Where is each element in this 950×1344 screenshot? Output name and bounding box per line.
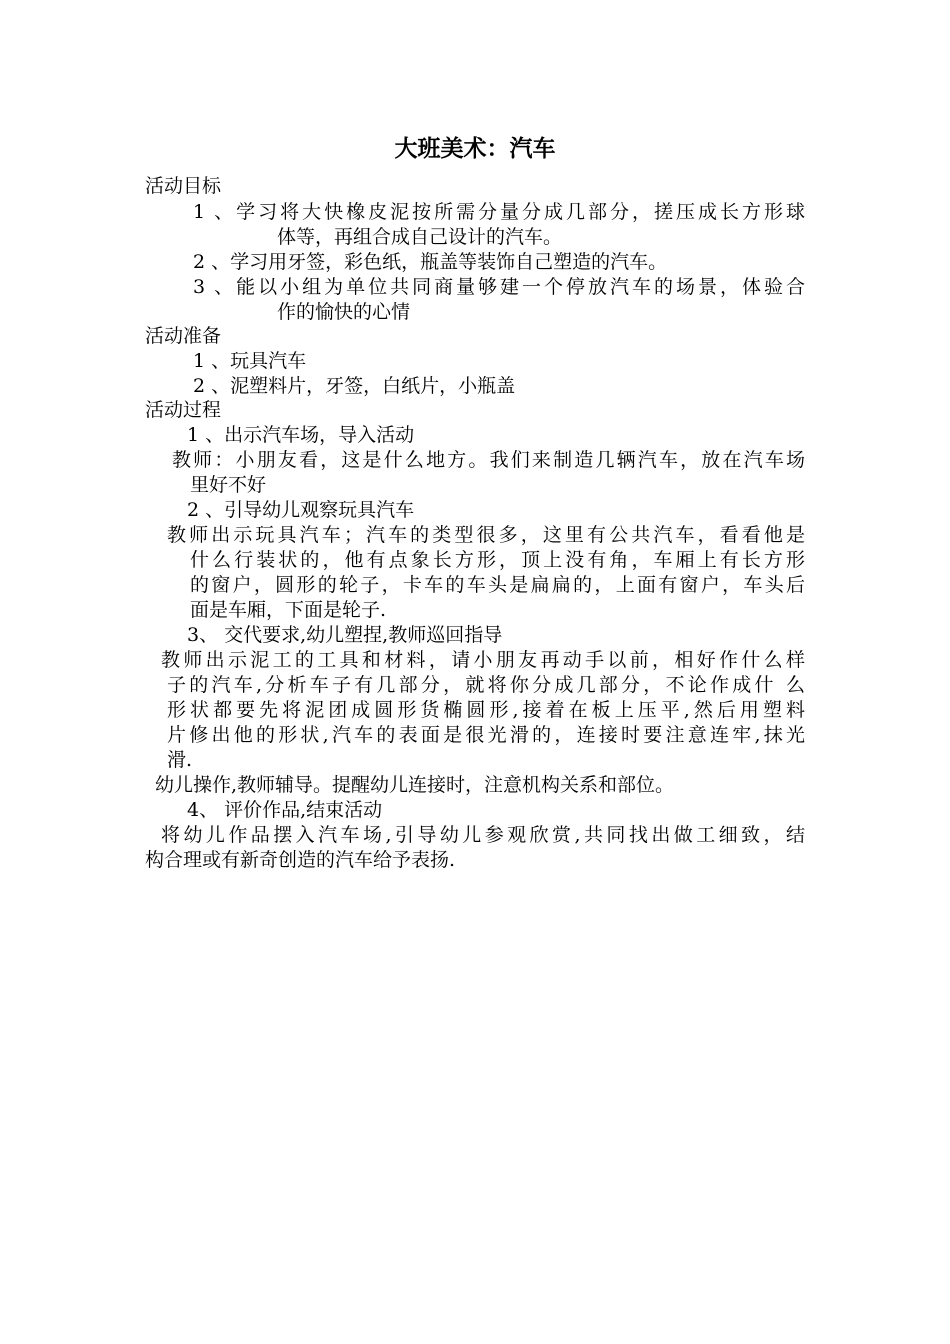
section-heading-preparation: 活动准备 — [145, 325, 222, 347]
process-paragraph: 构合理或有新奇创造的汽车给予表扬. — [145, 849, 456, 871]
goal-item-1-continued: 体等，再组合成自己设计的汽车。 — [277, 226, 563, 248]
goal-item-1: 1 、学习将大快橡皮泥按所需分量分成几部分，搓压成长方形球 — [193, 201, 805, 223]
process-step-2: 2 、引导幼儿观察玩具汽车 — [187, 499, 415, 521]
prep-item-2: 2 、泥塑料片，牙签，白纸片，小瓶盖 — [193, 375, 516, 397]
process-step-4: 4、 评价作品,结束活动 — [187, 799, 383, 821]
process-paragraph: 滑. — [167, 749, 193, 771]
section-heading-goals: 活动目标 — [145, 175, 222, 197]
section-heading-process: 活动过程 — [145, 399, 222, 421]
process-paragraph: 教师出示泥工的工具和材料，请小朋友再动手以前，相好作什么样 — [161, 649, 805, 671]
prep-item-1: 1 、玩具汽车 — [193, 350, 307, 372]
process-paragraph: 里好不好 — [190, 474, 267, 496]
document-title: 大班美术：汽车 — [394, 135, 556, 162]
process-paragraph: 的窗户，圆形的轮子，卡车的车头是扁扁的，上面有窗户，车头后 — [190, 574, 805, 596]
process-paragraph: 什么行装状的，他有点象长方形，顶上没有角，车厢上有长方形 — [190, 549, 805, 571]
goal-item-3: 3 、能以小组为单位共同商量够建一个停放汽车的场景，体验合 — [193, 276, 805, 298]
process-step-3: 3、 交代要求,幼儿塑捏,教师巡回指导 — [187, 624, 503, 646]
process-paragraph: 形状都要先将泥团成圆形货椭圆形,接着在板上压平,然后用塑料 — [167, 699, 805, 721]
process-paragraph: 幼儿操作,教师辅导。提醒幼儿连接时，注意机构关系和部位。 — [155, 774, 675, 796]
process-paragraph: 教师：小朋友看，这是什么地方。我们来制造几辆汽车，放在汽车场 — [172, 449, 805, 471]
goal-item-3-continued: 作的愉快的心情 — [277, 301, 411, 323]
process-paragraph: 将幼儿作品摆入汽车场,引导幼儿参观欣赏,共同找出做工细致，结 — [161, 824, 805, 846]
process-paragraph: 教师出示玩具汽车；汽车的类型很多，这里有公共汽车，看看他是 — [167, 524, 805, 546]
goal-item-2: 2 、学习用牙签，彩色纸，瓶盖等装饰自己塑造的汽车。 — [193, 251, 668, 273]
process-paragraph: 子的汽车,分析车子有几部分，就将你分成几部分，不论作成什 么 — [167, 674, 805, 696]
process-step-1: 1 、出示汽车场，导入活动 — [187, 424, 415, 446]
process-paragraph: 面是车厢，下面是轮子. — [190, 599, 387, 621]
process-paragraph: 片修出他的形状,汽车的表面是很光滑的，连接时要注意连牢,抹光 — [167, 724, 805, 746]
